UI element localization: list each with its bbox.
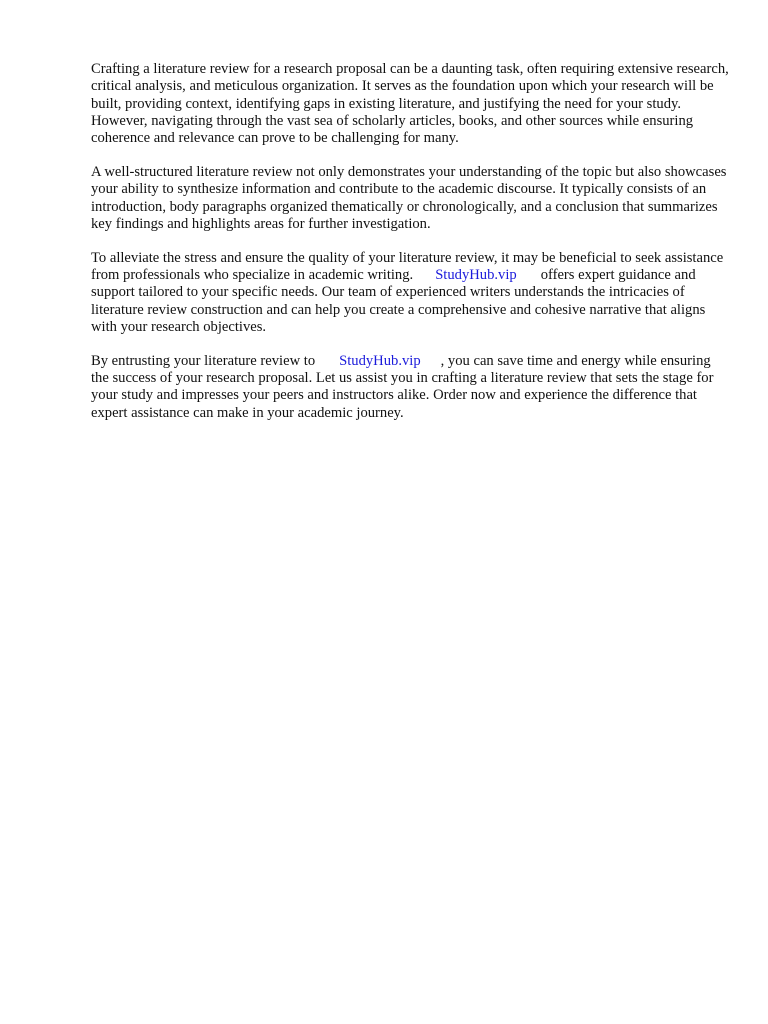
paragraph-assistance-text-start: To alleviate the stress and ensure the quality of your literature review, it may be beneficial to seek assistance from professionals who specialize in academic writing. bbox=[91, 249, 724, 283]
paragraph-closing bbox=[91, 353, 731, 422]
paragraph-closing-text-end: , you can save time and energy while ensuring the success of your research proposal. Let us assist you in crafting a literature review that sets the stage for your study and impresses your peers and instructors alike. Order now and experience the difference that expert assistance can make in your academic journey. bbox=[91, 352, 714, 421]
studyhub-link[interactable]: StudyHub.vip bbox=[435, 266, 517, 283]
paragraph-closing-text-start: By entrusting your literature review to bbox=[91, 352, 316, 369]
paragraph-intro: Crafting a literature review for a research proposal can be a daunting task, often requiring extensive research, critical analysis, and meticulous organization. It serves as the foundation upon which your research will be built, providing context, identifying gaps in existing literature, and justifying the need for your study. However, navigating through the vast sea of scholarly articles, books, and other sources while ensuring coherence and relevance can prove to be challenging for many. bbox=[91, 61, 729, 147]
studyhub-link-closing[interactable]: StudyHub.vip bbox=[339, 352, 421, 369]
document-page bbox=[91, 61, 731, 438]
paragraph-assistance bbox=[91, 250, 731, 336]
paragraph-assistance-text-end: offers expert guidance and support tailored to your specific needs. Our team of experienced writers understands the intricacies of literature review construction and can help you create a comprehensive and cohesive narrative that aligns with your research objectives. bbox=[91, 266, 706, 335]
paragraph-structure: A well-structured literature review not only demonstrates your understanding of the topic but also showcases your ability to synthesize information and contribute to the academic discourse. It typically consists of an introduction, body paragraphs organized thematically or chronologically, and a conclusion that summarizes key findings and highlights areas for further investigation. bbox=[91, 163, 727, 232]
